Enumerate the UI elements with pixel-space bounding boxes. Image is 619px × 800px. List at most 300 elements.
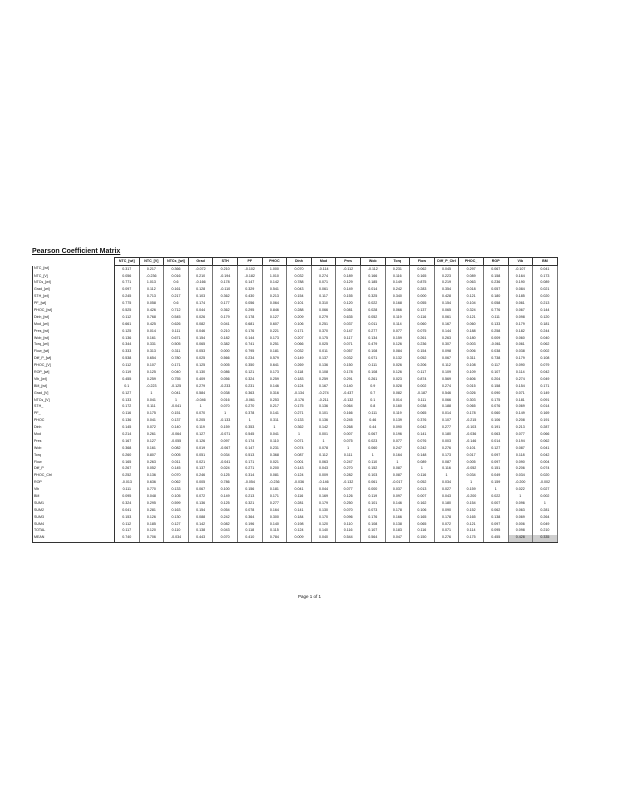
table-cell: 0.057 xyxy=(483,287,508,294)
table-cell: 0.066 xyxy=(533,431,558,438)
table-cell: 0.117 xyxy=(483,362,508,369)
table-cell: 0.125 xyxy=(139,369,164,376)
table-cell: 0.217 xyxy=(164,294,189,301)
table-cell: 0.107 xyxy=(434,418,459,425)
row-label: TOTAL xyxy=(33,528,115,535)
table-cell: 0.455 xyxy=(115,376,140,383)
table-cell: 0.253 xyxy=(262,397,287,404)
table-cell: 0.170 xyxy=(311,514,336,521)
table-cell: 0.121 xyxy=(237,369,262,376)
table-cell: 0.141 xyxy=(262,411,287,418)
table-cell: 0.081 xyxy=(336,307,361,314)
table-cell: 0.291 xyxy=(336,376,361,383)
table-cell: 0.874 xyxy=(410,376,435,383)
table-cell: 0.006 xyxy=(459,349,484,356)
table-cell: 0.6 xyxy=(164,280,189,287)
table-cell: 0.111 xyxy=(115,487,140,494)
table-cell: 0.049 xyxy=(533,521,558,528)
table-cell: 0.1 xyxy=(115,383,140,390)
table-cell: 0.180 xyxy=(483,294,508,301)
table-cell: 0.263 xyxy=(139,459,164,466)
table-cell: 0.002 xyxy=(533,493,558,500)
table-cell: 0.410 xyxy=(237,535,262,542)
table-cell: -0.046 xyxy=(188,397,213,404)
table-cell: 0.063 xyxy=(459,280,484,287)
row-label: SUM3 xyxy=(33,514,115,521)
table-cell: 0.116 xyxy=(115,411,140,418)
table-cell: 0.089 xyxy=(459,273,484,280)
table-cell: -0.071 xyxy=(213,431,238,438)
table-cell: 0.001 xyxy=(311,431,336,438)
table-cell: 0.003 xyxy=(434,438,459,445)
table-cell: 0.846 xyxy=(262,307,287,314)
table-cell: 0.022 xyxy=(508,487,533,494)
table-row xyxy=(33,487,558,494)
table-cell: 0.097 xyxy=(483,521,508,528)
table-cell: 0.110 xyxy=(336,521,361,528)
table-cell: 0.287 xyxy=(533,424,558,431)
table-cell: -0.236 xyxy=(262,480,287,487)
table-cell: 0.000 xyxy=(213,349,238,356)
table-cell: 0.178 xyxy=(385,507,410,514)
table-cell: 0.196 xyxy=(385,431,410,438)
table-cell: 0.090 xyxy=(508,459,533,466)
table-cell: 0.138 xyxy=(188,528,213,535)
table-cell: 0.231 xyxy=(385,266,410,273)
table-cell: 0.151 xyxy=(483,466,508,473)
table-cell: 0.148 xyxy=(410,452,435,459)
table-cell: 0.087 xyxy=(287,452,312,459)
table-cell: 0.103 xyxy=(360,473,385,480)
table-cell: -0.274 xyxy=(311,390,336,397)
table-cell: 0.005 xyxy=(213,362,238,369)
table-cell: 0.096 xyxy=(336,514,361,521)
row-label: NTCs_[wt] xyxy=(33,280,115,287)
table-cell: 0.176 xyxy=(237,328,262,335)
table-cell: 0.198 xyxy=(287,521,312,528)
table-cell: 0.118 xyxy=(237,528,262,535)
table-cell: 0.152 xyxy=(459,507,484,514)
table-cell: -0.107 xyxy=(508,266,533,273)
table-cell: 0.070 xyxy=(213,404,238,411)
table-cell: 0.159 xyxy=(483,480,508,487)
table-cell: 0.065 xyxy=(434,307,459,314)
table-cell: 0.084 xyxy=(508,287,533,294)
table-cell: 0.067 xyxy=(360,431,385,438)
table-cell: 0.118 xyxy=(508,452,533,459)
table-cell: 0.065 xyxy=(410,521,435,528)
table-cell: 0.780 xyxy=(164,356,189,363)
table-cell: 0.032 xyxy=(336,356,361,363)
table-body xyxy=(33,266,558,543)
table-cell: 1 xyxy=(434,473,459,480)
table-cell: -0.134 xyxy=(287,390,312,397)
table-cell: 0.061 xyxy=(311,287,336,294)
table-cell: 0.210 xyxy=(213,328,238,335)
table-cell: 0.159 xyxy=(213,424,238,431)
table-cell: 0.281 xyxy=(533,507,558,514)
table-cell: 0.014 xyxy=(385,397,410,404)
row-label: Vib_[wt] xyxy=(33,376,115,383)
table-cell: 0.279 xyxy=(188,383,213,390)
table-row xyxy=(33,383,558,390)
table-cell: 0.279 xyxy=(311,314,336,321)
table-cell: 0.310 xyxy=(311,300,336,307)
table-cell: 1 xyxy=(533,500,558,507)
table-cell: 0.044 xyxy=(188,307,213,314)
table-cell: 0.041 xyxy=(213,321,238,328)
table-cell: 0.167 xyxy=(434,321,459,328)
table-cell: -0.103 xyxy=(459,424,484,431)
table-cell: 0.041 xyxy=(533,266,558,273)
table-cell: 0.162 xyxy=(410,500,435,507)
table-cell: 0.251 xyxy=(262,342,287,349)
table-cell: 0.075 xyxy=(410,328,435,335)
table-cell: 0.096 xyxy=(508,500,533,507)
table-cell: 0.184 xyxy=(287,514,312,521)
table-cell: 0.166 xyxy=(385,514,410,521)
table-cell: 0.152 xyxy=(360,466,385,473)
table-cell: 0.004 xyxy=(533,459,558,466)
table-cell: 0.105 xyxy=(164,493,189,500)
table-cell: 0.060 xyxy=(410,321,435,328)
table-cell: 0.160 xyxy=(385,404,410,411)
table-cell: -0.072 xyxy=(188,266,213,273)
table-cell: 0.146 xyxy=(385,500,410,507)
table-cell: 0.246 xyxy=(188,473,213,480)
table-cell: 0.259 xyxy=(262,376,287,383)
table-cell: -0.236 xyxy=(139,273,164,280)
table-cell: 0.261 xyxy=(139,431,164,438)
table-cell: 0.142 xyxy=(311,424,336,431)
row-label: SUM2 xyxy=(33,507,115,514)
table-cell: -0.200 xyxy=(459,493,484,500)
table-cell: 0.191 xyxy=(483,424,508,431)
table-cell: 0.425 xyxy=(139,321,164,328)
table-cell: 0.144 xyxy=(533,307,558,314)
table-cell: 0.072 xyxy=(139,424,164,431)
table-cell: 0.078 xyxy=(237,507,262,514)
table-cell: 0.077 xyxy=(385,438,410,445)
table-cell: -0.052 xyxy=(459,466,484,473)
table-cell: 0.178 xyxy=(434,514,459,521)
table-cell: 0.311 xyxy=(164,349,189,356)
table-cell: 0.014 xyxy=(360,287,385,294)
table-cell: 0.242 xyxy=(213,514,238,521)
table-cell: -0.110 xyxy=(213,287,238,294)
table-cell: 0.126 xyxy=(139,514,164,521)
table-cell: 0.028 xyxy=(385,383,410,390)
table-cell: 0.116 xyxy=(410,528,435,535)
table-cell: 0.147 xyxy=(237,445,262,452)
table-cell: 0.091 xyxy=(533,397,558,404)
table-cell: 0.189 xyxy=(336,273,361,280)
table-cell: 0.378 xyxy=(237,411,262,418)
table-cell: 0.214 xyxy=(115,431,140,438)
correlation-matrix-table xyxy=(32,257,558,543)
table-cell: 0.043 xyxy=(287,287,312,294)
table-cell: 0.661 xyxy=(115,321,140,328)
table-row xyxy=(33,493,558,500)
table-cell: 0.127 xyxy=(188,431,213,438)
table-cell: 0.071 xyxy=(508,390,533,397)
table-cell: 0.048 xyxy=(139,493,164,500)
table-cell: 0.210 xyxy=(533,528,558,535)
table-cell: 0.044 xyxy=(311,487,336,494)
table-cell: 0.045 xyxy=(434,266,459,273)
table-cell: 1 xyxy=(213,411,238,418)
table-cell: 0.090 xyxy=(483,390,508,397)
table-cell: 0.056 xyxy=(237,300,262,307)
table-cell: 0.074 xyxy=(533,466,558,473)
page-footer: Page 1 of 1 xyxy=(297,594,322,599)
table-cell: 0.101 xyxy=(360,500,385,507)
row-label: NTC_[V] xyxy=(33,273,115,280)
table-cell: 0.185 xyxy=(139,521,164,528)
table-cell: -0.132 xyxy=(336,480,361,487)
table-cell: 0.784 xyxy=(262,535,287,542)
row-label: Pres xyxy=(33,438,115,445)
table-cell: 0.132 xyxy=(385,356,410,363)
table-cell: -0.054 xyxy=(237,480,262,487)
table-cell: 0.154 xyxy=(287,294,312,301)
table-cell: 0.066 xyxy=(385,307,410,314)
table-cell: 0.022 xyxy=(483,493,508,500)
table-cell: 0.788 xyxy=(287,280,312,287)
row-label: Torq_[wt] xyxy=(33,342,115,349)
table-cell: 0.545 xyxy=(237,431,262,438)
table-cell: 0.097 xyxy=(213,438,238,445)
table-cell: 0.001 xyxy=(287,459,312,466)
table-cell: 0.084 xyxy=(385,349,410,356)
table-cell: 0.353 xyxy=(237,424,262,431)
table-cell: 0.217 xyxy=(262,404,287,411)
table-cell: 0.097 xyxy=(115,287,140,294)
row-label: STH_[wt] xyxy=(33,294,115,301)
table-cell: 0.041 xyxy=(139,397,164,404)
table-cell: 0.133 xyxy=(115,397,140,404)
table-cell: 0.134 xyxy=(360,335,385,342)
table-cell: 0.430 xyxy=(237,294,262,301)
table-cell: 0.247 xyxy=(385,445,410,452)
table-cell: 0.043 xyxy=(311,466,336,473)
table-cell: 0.636 xyxy=(139,480,164,487)
table-cell: 0.021 xyxy=(533,287,558,294)
table-row xyxy=(33,452,558,459)
table-cell: 0.165 xyxy=(115,459,140,466)
table-cell: 0.317 xyxy=(115,266,140,273)
table-cell: 0.140 xyxy=(262,521,287,528)
table-cell: 0.324 xyxy=(237,376,262,383)
table-cell: 0.133 xyxy=(483,321,508,328)
table-cell: 0.120 xyxy=(533,314,558,321)
table-cell: 0.116 xyxy=(336,528,361,535)
table-cell: 0.124 xyxy=(287,528,312,535)
table-cell: 0.768 xyxy=(139,314,164,321)
table-cell: 0.067 xyxy=(188,487,213,494)
table-cell: 0.052 xyxy=(410,356,435,363)
row-label: Flow xyxy=(33,459,115,466)
table-cell: 0.350 xyxy=(237,362,262,369)
table-cell: 0.072 xyxy=(434,521,459,528)
table-cell: 0.042 xyxy=(533,369,558,376)
table-row xyxy=(33,431,558,438)
table-cell: 0.101 xyxy=(287,300,312,307)
table-cell: 0.069 xyxy=(508,514,533,521)
table-cell: 0.042 xyxy=(533,452,558,459)
table-cell: 0.066 xyxy=(311,307,336,314)
table-cell: 0.109 xyxy=(459,369,484,376)
table-cell: 0.370 xyxy=(311,328,336,335)
table-cell: 1 xyxy=(360,452,385,459)
table-cell: 0.126 xyxy=(385,342,410,349)
table-cell: 0.060 xyxy=(483,411,508,418)
row-label: BM xyxy=(33,493,115,500)
table-cell: 0.340 xyxy=(385,294,410,301)
row-label: Wob xyxy=(33,445,115,452)
table-cell: 0.541 xyxy=(262,287,287,294)
table-cell: 0.005 xyxy=(459,459,484,466)
table-row xyxy=(33,535,558,542)
table-cell: 0.070 xyxy=(287,266,312,273)
table-cell: 0.283 xyxy=(410,287,435,294)
table-cell: 0.175 xyxy=(287,404,312,411)
table-cell: 0.181 xyxy=(262,349,287,356)
table-cell: 0.136 xyxy=(115,335,140,342)
table-cell: 0.106 xyxy=(410,507,435,514)
table-cell: 0.082 xyxy=(164,445,189,452)
table-cell: 0.165 xyxy=(410,273,435,280)
table-cell: 0.268 xyxy=(336,424,361,431)
table-cell: 0.300 xyxy=(262,514,287,521)
table-cell: 0.277 xyxy=(360,328,385,335)
table-cell: 0.024 xyxy=(213,466,238,473)
table-cell: 0.324 xyxy=(115,500,140,507)
table-cell: 0.077 xyxy=(336,487,361,494)
table-cell: 0.188 xyxy=(434,404,459,411)
table-cell: 0.181 xyxy=(533,321,558,328)
table-cell: 0.071 xyxy=(287,438,312,445)
table-cell: 0.110 xyxy=(360,459,385,466)
table-cell: 0.108 xyxy=(311,369,336,376)
table-cell: 0.026 xyxy=(459,390,484,397)
row-label: STH_ xyxy=(33,404,115,411)
table-cell: 0.111 xyxy=(360,411,385,418)
table-cell: 1 xyxy=(237,418,262,425)
table-cell: 0.713 xyxy=(139,294,164,301)
table-cell: 0.136 xyxy=(115,418,140,425)
table-cell: 0.176 xyxy=(360,514,385,521)
table-cell: 0.087 xyxy=(508,445,533,452)
table-cell: -0.064 xyxy=(164,431,189,438)
table-cell: 0.179 xyxy=(213,314,238,321)
table-cell: 0.263 xyxy=(434,335,459,342)
table-cell: 0.274 xyxy=(508,376,533,383)
column-header: Wob xyxy=(360,258,385,266)
table-cell: 0.307 xyxy=(434,342,459,349)
table-row xyxy=(33,411,558,418)
table-cell: 0.034 xyxy=(434,480,459,487)
table-row xyxy=(33,349,558,356)
table-cell: 0.247 xyxy=(336,459,361,466)
table-cell: 0.183 xyxy=(385,528,410,535)
table-cell: 0.112 xyxy=(434,362,459,369)
table-cell: 0.107 xyxy=(139,362,164,369)
table-cell: 0.054 xyxy=(213,507,238,514)
table-cell: 0.125 xyxy=(115,328,140,335)
table-cell: 1 xyxy=(336,445,361,452)
table-cell: 0.213 xyxy=(237,493,262,500)
table-cell: 0.128 xyxy=(188,287,213,294)
table-cell: 0.136 xyxy=(188,500,213,507)
table-cell: 0.566 xyxy=(213,356,238,363)
row-label: ROP_[wt] xyxy=(33,369,115,376)
row-label: SUM4 xyxy=(33,521,115,528)
table-cell: 0.074 xyxy=(287,445,312,452)
table-cell: 1 xyxy=(410,466,435,473)
table-row xyxy=(33,438,558,445)
row-label: Grad_[wt] xyxy=(33,287,115,294)
table-cell: 0.281 xyxy=(139,507,164,514)
table-cell: 0.108 xyxy=(360,521,385,528)
table-cell: 0.168 xyxy=(385,300,410,307)
table-cell: 0.006 xyxy=(508,521,533,528)
table-cell: 0.173 xyxy=(262,335,287,342)
table-cell: 0.011 xyxy=(164,459,189,466)
table-cell: 0.164 xyxy=(385,452,410,459)
table-cell: 0.181 xyxy=(262,487,287,494)
table-cell: 0.635 xyxy=(336,314,361,321)
table-cell: 0.136 xyxy=(311,418,336,425)
table-cell: 0.166 xyxy=(360,273,385,280)
table-cell: 0.175 xyxy=(139,411,164,418)
table-cell: 0.153 xyxy=(115,514,140,521)
table-cell: 0.505 xyxy=(164,342,189,349)
table-cell: 0.142 xyxy=(188,521,213,528)
table-cell: -0.034 xyxy=(164,535,189,542)
table-cell: 0.738 xyxy=(483,356,508,363)
table-cell: 0.053 xyxy=(188,349,213,356)
table-row xyxy=(33,424,558,431)
table-row xyxy=(33,376,558,383)
table-cell: 0.171 xyxy=(262,493,287,500)
table-cell: 0.252 xyxy=(115,473,140,480)
table-cell: 0.117 xyxy=(115,528,140,535)
table-cell: 0.026 xyxy=(385,362,410,369)
table-cell: 0.065 xyxy=(459,404,484,411)
table-cell: 0.776 xyxy=(483,307,508,314)
table-cell: 0.043 xyxy=(434,493,459,500)
table-cell: 0.513 xyxy=(237,452,262,459)
table-cell: 0.082 xyxy=(385,390,410,397)
table-cell: 0.245 xyxy=(336,418,361,425)
row-label: PHOC_[wt] xyxy=(33,307,115,314)
table-cell: 0.126 xyxy=(385,369,410,376)
table-cell: 0.125 xyxy=(188,362,213,369)
row-label: Flow_[wt] xyxy=(33,349,115,356)
table-cell: 0.049 xyxy=(483,473,508,480)
table-cell: 0.101 xyxy=(459,445,484,452)
table-cell: 0.011 xyxy=(311,349,336,356)
table-cell: 0.041 xyxy=(533,445,558,452)
table-cell: 0.078 xyxy=(311,445,336,452)
table-row xyxy=(33,528,558,535)
row-label: Wob_[wt] xyxy=(33,335,115,342)
table-cell: 0.112 xyxy=(115,521,140,528)
table-cell: 0.067 xyxy=(508,307,533,314)
table-cell: 0.654 xyxy=(139,356,164,363)
table-cell: 0.681 xyxy=(237,321,262,328)
